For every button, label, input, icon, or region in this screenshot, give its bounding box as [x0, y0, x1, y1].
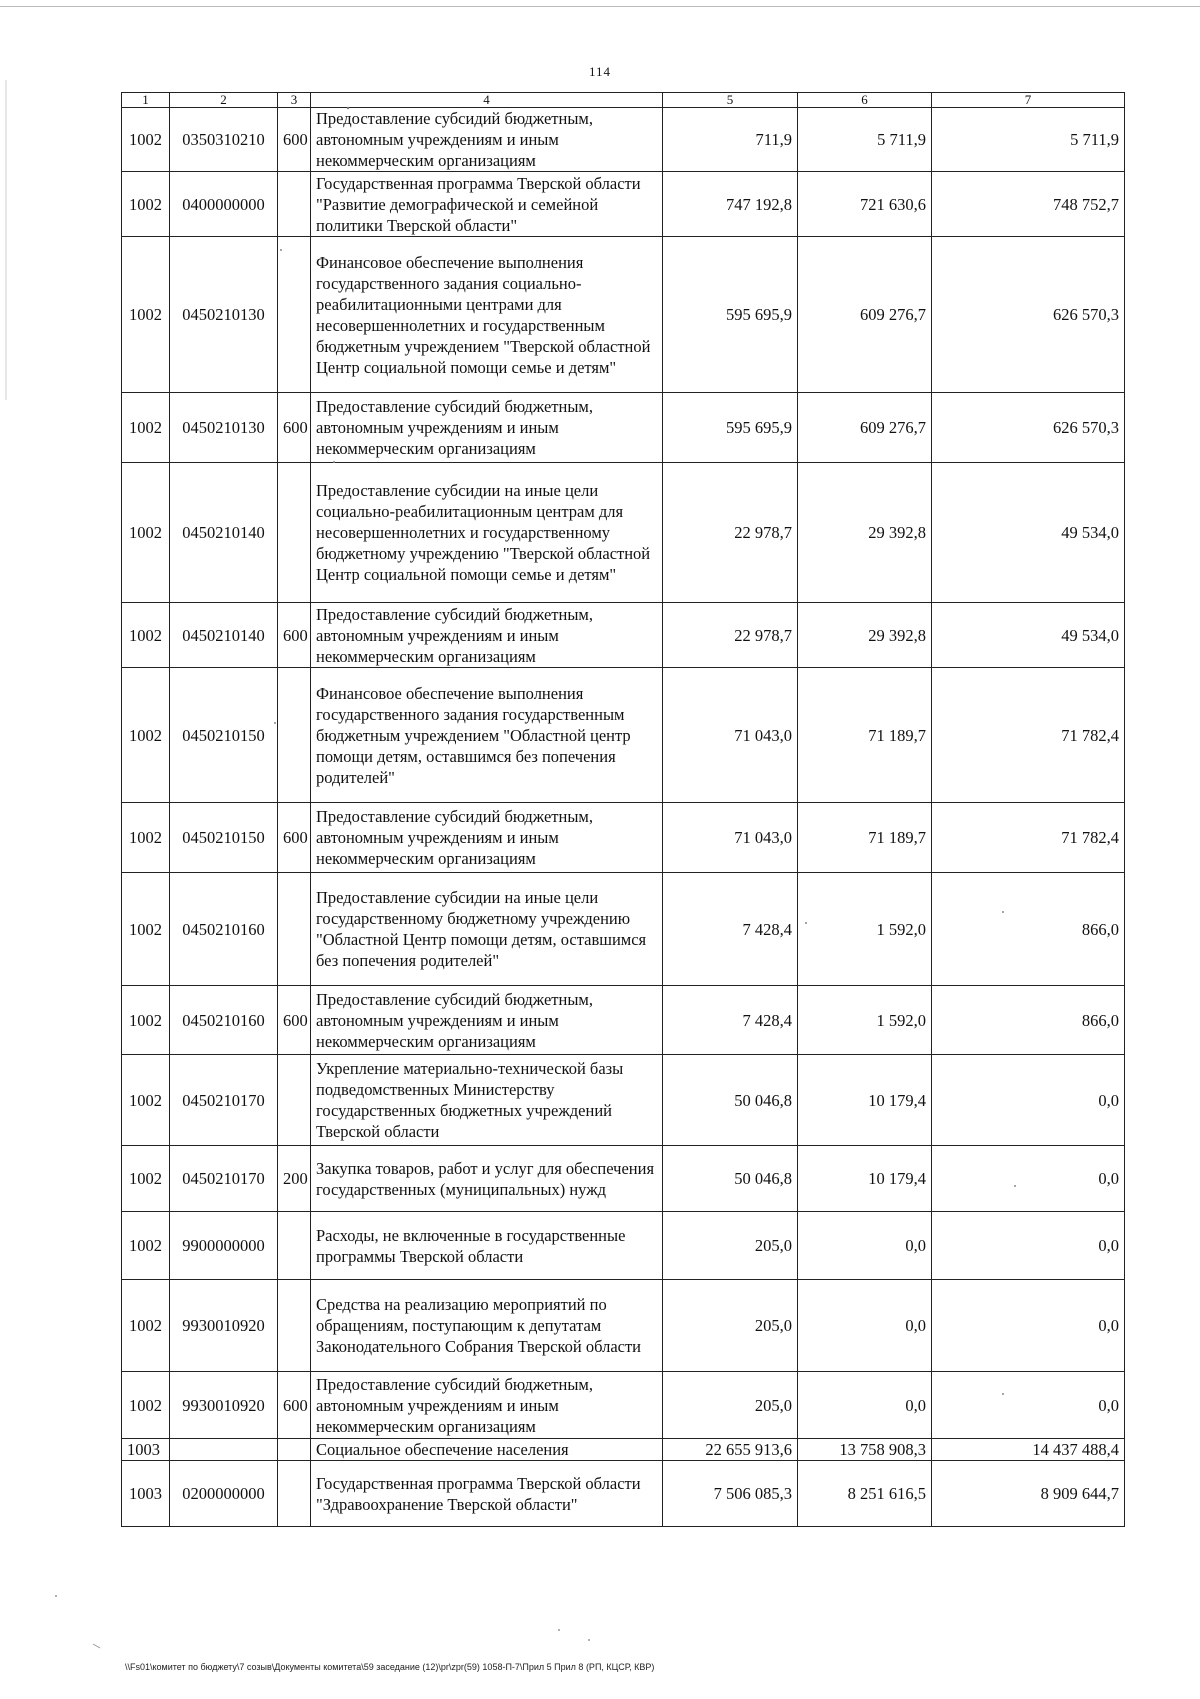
expense-type-code: [278, 237, 311, 393]
amount-col-5: 7 428,4: [663, 986, 798, 1055]
section-code: 1002: [122, 237, 170, 393]
section-code: 1003: [122, 1439, 170, 1461]
table-row: [122, 873, 1125, 986]
amount-col-5: 595 695,9: [663, 237, 798, 393]
amount-col-6: 609 276,7: [798, 237, 932, 393]
header-col-2: 2: [170, 93, 278, 108]
amount-col-6: 71 189,7: [798, 668, 932, 803]
item-description: Предоставление субсидий бюджетным, автономным учреждениям и иным некоммерческим организациям: [311, 108, 663, 172]
expense-type-code: 200: [278, 1146, 311, 1212]
expense-type-code: 600: [278, 1372, 311, 1439]
table-row: [122, 1372, 1125, 1439]
target-article-code: 0450210160: [170, 986, 278, 1055]
amount-col-6: 29 392,8: [798, 463, 932, 603]
expense-type-code: 600: [278, 986, 311, 1055]
item-description: Социальное обеспечение населения: [311, 1439, 663, 1461]
amount-col-7: 626 570,3: [932, 237, 1125, 393]
table-row: [122, 1461, 1125, 1527]
expense-type-code: [278, 1439, 311, 1461]
amount-col-7: 49 534,0: [932, 463, 1125, 603]
table-row: [122, 463, 1125, 603]
section-code: 1002: [122, 603, 170, 668]
amount-col-5: 205,0: [663, 1372, 798, 1439]
item-description: Предоставление субсидий бюджетным, автономным учреждениям и иным некоммерческим организациям: [311, 603, 663, 668]
amount-col-5: 7 506 085,3: [663, 1461, 798, 1527]
item-description: Финансовое обеспечение выполнения государственного задания государственным бюджетным учреждением "Областной центр помощи детям, оставшимся без попечения родителей": [311, 668, 663, 803]
amount-col-5: 22 978,7: [663, 603, 798, 668]
table-row: [122, 803, 1125, 873]
amount-col-6: 1 592,0: [798, 873, 932, 986]
item-description: Предоставление субсидий бюджетным, автономным учреждениям и иным некоммерческим организациям: [311, 986, 663, 1055]
section-code: 1002: [122, 1372, 170, 1439]
amount-col-6: 0,0: [798, 1372, 932, 1439]
target-article-code: 9900000000: [170, 1212, 278, 1280]
section-code: 1002: [122, 873, 170, 986]
expense-type-code: [278, 1461, 311, 1527]
section-code: 1002: [122, 108, 170, 172]
page-number: 114: [588, 64, 612, 79]
amount-col-6: 10 179,4: [798, 1055, 932, 1146]
target-article-code: 0350310210: [170, 108, 278, 172]
budget-table: [121, 92, 1125, 1527]
target-article-code: 0450210160: [170, 873, 278, 986]
target-article-code: 0450210170: [170, 1146, 278, 1212]
amount-col-6: 1 592,0: [798, 986, 932, 1055]
amount-col-7: 49 534,0: [932, 603, 1125, 668]
amount-col-6: 29 392,8: [798, 603, 932, 668]
amount-col-5: 71 043,0: [663, 668, 798, 803]
amount-col-5: 50 046,8: [663, 1146, 798, 1212]
amount-col-6: 13 758 908,3: [798, 1439, 932, 1461]
amount-col-7: 0,0: [932, 1146, 1125, 1212]
item-description: Расходы, не включенные в государственные программы Тверской области: [311, 1212, 663, 1280]
amount-col-6: 721 630,6: [798, 172, 932, 237]
section-code: 1002: [122, 463, 170, 603]
item-description: Предоставление субсидий бюджетным, автономным учреждениям и иным некоммерческим организациям: [311, 1372, 663, 1439]
section-code: 1002: [122, 668, 170, 803]
expense-type-code: [278, 463, 311, 603]
header-col-4: 4: [311, 93, 663, 108]
header-col-5: 5: [663, 93, 798, 108]
section-code: 1002: [122, 393, 170, 463]
amount-col-5: 50 046,8: [663, 1055, 798, 1146]
target-article-code: 0450210140: [170, 603, 278, 668]
amount-col-7: 626 570,3: [932, 393, 1125, 463]
target-article-code: 9930010920: [170, 1280, 278, 1372]
amount-col-7: 0,0: [932, 1372, 1125, 1439]
expense-type-code: 600: [278, 393, 311, 463]
expense-type-code: [278, 1280, 311, 1372]
amount-col-7: 8 909 644,7: [932, 1461, 1125, 1527]
target-article-code: 0400000000: [170, 172, 278, 237]
section-code: 1002: [122, 986, 170, 1055]
item-description: Укрепление материально-технической базы подведомственных Министерству государственных бюджетных учреждений Тверской области: [311, 1055, 663, 1146]
amount-col-6: 5 711,9: [798, 108, 932, 172]
amount-col-5: 22 978,7: [663, 463, 798, 603]
expense-type-code: [278, 873, 311, 986]
table-row: [122, 1055, 1125, 1146]
amount-col-7: 866,0: [932, 986, 1125, 1055]
amount-col-5: 22 655 913,6: [663, 1439, 798, 1461]
item-description: Государственная программа Тверской области "Здравоохранение Тверской области": [311, 1461, 663, 1527]
expense-type-code: [278, 668, 311, 803]
target-article-code: 0200000000: [170, 1461, 278, 1527]
target-article-code: 0450210140: [170, 463, 278, 603]
table-row: [122, 108, 1125, 172]
table-row: [122, 603, 1125, 668]
item-description: Финансовое обеспечение выполнения государственного задания социально-реабилитационными центрами для несовершеннолетних и государственным бюджетным учреждением "Тверской областной Центр социальной помощи семье и детям": [311, 237, 663, 393]
table-row: [122, 393, 1125, 463]
item-description: Средства на реализацию мероприятий по обращениям, поступающим к депутатам Законодательного Собрания Тверской области: [311, 1280, 663, 1372]
footer-file-path: \\Fs01\комитет по бюджету\7 созыв\Документы комитета\59 заседание (12)\pr\zpr(59) 1058-П-7\Прил 5 Прил 8 (РП, КЦСР, КВР): [125, 1662, 655, 1672]
table-row: [122, 986, 1125, 1055]
table-row: [122, 1212, 1125, 1280]
amount-col-7: 748 752,7: [932, 172, 1125, 237]
amount-col-6: 609 276,7: [798, 393, 932, 463]
expense-type-code: 600: [278, 108, 311, 172]
amount-col-7: 71 782,4: [932, 803, 1125, 873]
amount-col-7: 0,0: [932, 1212, 1125, 1280]
item-description: Государственная программа Тверской области "Развитие демографической и семейной политики Тверской области": [311, 172, 663, 237]
target-article-code: 0450210130: [170, 393, 278, 463]
section-code: 1002: [122, 1212, 170, 1280]
amount-col-7: 0,0: [932, 1280, 1125, 1372]
target-article-code: 0450210150: [170, 803, 278, 873]
amount-col-6: 71 189,7: [798, 803, 932, 873]
section-code: 1002: [122, 172, 170, 237]
target-article-code: 9930010920: [170, 1372, 278, 1439]
amount-col-7: 71 782,4: [932, 668, 1125, 803]
amount-col-5: 747 192,8: [663, 172, 798, 237]
amount-col-5: 205,0: [663, 1212, 798, 1280]
section-code: 1003: [122, 1461, 170, 1527]
section-code: 1002: [122, 1146, 170, 1212]
expense-type-code: [278, 1212, 311, 1280]
expense-type-code: 600: [278, 803, 311, 873]
amount-col-6: 10 179,4: [798, 1146, 932, 1212]
table-row: [122, 668, 1125, 803]
header-col-6: 6: [798, 93, 932, 108]
table-row: [122, 1439, 1125, 1461]
amount-col-7: 14 437 488,4: [932, 1439, 1125, 1461]
section-code: 1002: [122, 1055, 170, 1146]
section-code: 1002: [122, 1280, 170, 1372]
table-row: [122, 1146, 1125, 1212]
item-description: Предоставление субсидии на иные цели социально-реабилитационным центрам для несовершеннолетних и государственному бюджетному учреждению "Тверской областной Центр социальной помощи семье и детям": [311, 463, 663, 603]
amount-col-6: 8 251 616,5: [798, 1461, 932, 1527]
table-row: [122, 172, 1125, 237]
table-row: [122, 237, 1125, 393]
item-description: Закупка товаров, работ и услуг для обеспечения государственных (муниципальных) нужд: [311, 1146, 663, 1212]
header-col-1: 1: [122, 93, 170, 108]
section-code: 1002: [122, 803, 170, 873]
target-article-code: 0450210170: [170, 1055, 278, 1146]
expense-type-code: [278, 1055, 311, 1146]
target-article-code: 0450210150: [170, 668, 278, 803]
header-col-7: 7: [932, 93, 1125, 108]
amount-col-5: 71 043,0: [663, 803, 798, 873]
item-description: Предоставление субсидий бюджетным, автономным учреждениям и иным некоммерческим организациям: [311, 393, 663, 463]
amount-col-7: 0,0: [932, 1055, 1125, 1146]
item-description: Предоставление субсидии на иные цели государственному бюджетному учреждению "Областной Центр помощи детям, оставшимся без попечения родителей": [311, 873, 663, 986]
expense-type-code: [278, 172, 311, 237]
amount-col-6: 0,0: [798, 1212, 932, 1280]
target-article-code: 0450210130: [170, 237, 278, 393]
amount-col-5: 7 428,4: [663, 873, 798, 986]
amount-col-5: 205,0: [663, 1280, 798, 1372]
target-article-code: [170, 1439, 278, 1461]
amount-col-5: 711,9: [663, 108, 798, 172]
table-row: [122, 1280, 1125, 1372]
header-col-3: 3: [278, 93, 311, 108]
top-edge-line: [0, 6, 1200, 7]
expense-type-code: 600: [278, 603, 311, 668]
amount-col-5: 595 695,9: [663, 393, 798, 463]
amount-col-7: 866,0: [932, 873, 1125, 986]
amount-col-6: 0,0: [798, 1280, 932, 1372]
amount-col-7: 5 711,9: [932, 108, 1125, 172]
header-row: [122, 93, 1125, 108]
item-description: Предоставление субсидий бюджетным, автономным учреждениям и иным некоммерческим организациям: [311, 803, 663, 873]
